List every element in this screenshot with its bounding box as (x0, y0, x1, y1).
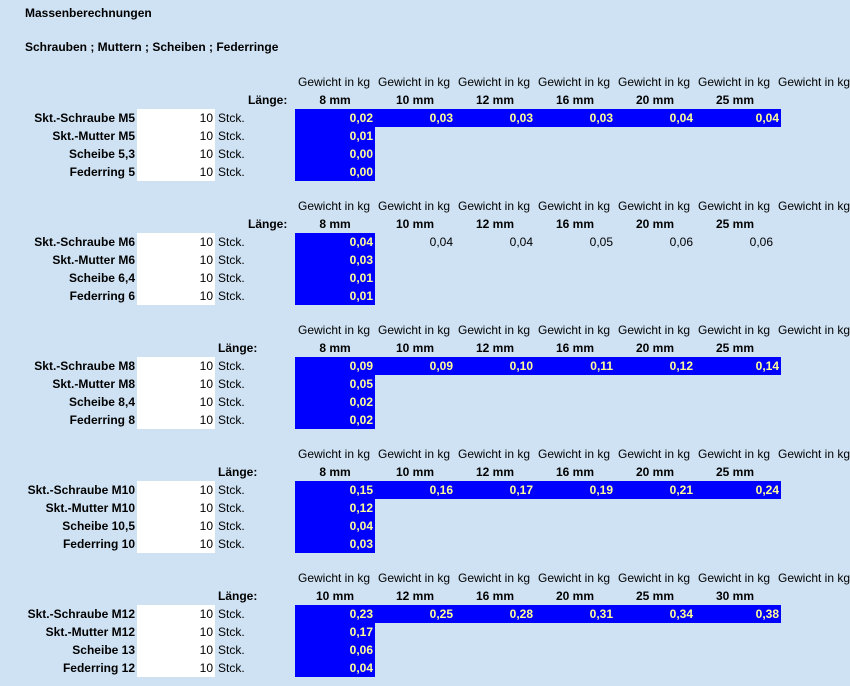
length-value: 25 mm (715, 465, 755, 479)
table-row (0, 499, 781, 517)
weight-table-block (0, 569, 850, 679)
weight-cell[interactable]: 0,02 (295, 109, 375, 127)
length-value: 25 mm (635, 589, 675, 603)
quantity-cell[interactable]: 10 (137, 233, 215, 251)
weight-cell[interactable]: 0,02 (295, 393, 375, 411)
length-value: 16 mm (475, 589, 515, 603)
unit-label: Stck. (218, 359, 245, 373)
part-name: Federring 8 (69, 413, 135, 427)
length-label: Länge: (218, 341, 258, 355)
weight-cell[interactable]: 0,00 (295, 145, 375, 163)
weight-cell[interactable]: 0,11 (535, 357, 615, 375)
quantity-cell[interactable]: 10 (137, 623, 215, 641)
column-header-weight: Gewicht in kg (538, 199, 611, 213)
weight-cell[interactable]: 0,01 (295, 127, 375, 145)
weight-cell[interactable]: 0,09 (295, 357, 375, 375)
table-row (0, 517, 781, 535)
column-header-weight: Gewicht in kg (778, 199, 850, 213)
weight-cell[interactable]: 0,06 (749, 235, 773, 249)
weight-cell[interactable]: 0,04 (295, 659, 375, 677)
part-name: Scheibe 8,4 (68, 395, 135, 409)
length-value: 12 mm (475, 93, 515, 107)
quantity-cell[interactable]: 10 (137, 375, 215, 393)
part-name: Scheibe 5,3 (68, 147, 135, 161)
weight-cell[interactable]: 0,17 (295, 623, 375, 641)
table-row (0, 233, 781, 251)
quantity-cell[interactable]: 10 (137, 109, 215, 127)
weight-cell[interactable]: 0,23 (295, 605, 375, 623)
length-value: 8 mm (319, 341, 351, 355)
part-name: Skt.-Mutter M8 (52, 377, 135, 391)
weight-cell[interactable]: 0,19 (535, 481, 615, 499)
length-value: 30 mm (715, 589, 755, 603)
column-header-weight: Gewicht in kg (778, 447, 850, 461)
weight-table-block (0, 197, 850, 307)
sheet-subtitle: Schrauben ; Muttern ; Scheiben ; Federringe (25, 40, 279, 54)
unit-label: Stck. (218, 147, 245, 161)
part-name: Skt.-Schraube M10 (27, 483, 135, 497)
table-row (0, 251, 781, 269)
unit-label: Stck. (218, 537, 245, 551)
weight-cell[interactable]: 0,00 (295, 163, 375, 181)
weight-table-block (0, 73, 850, 183)
unit-label: Stck. (218, 501, 245, 515)
sheet-title: Massenberechnungen (25, 6, 152, 20)
column-header-weight: Gewicht in kg (618, 323, 691, 337)
length-value: 16 mm (555, 217, 595, 231)
quantity-cell[interactable]: 10 (137, 357, 215, 375)
weight-cell[interactable]: 0,01 (295, 287, 375, 305)
part-name: Skt.-Mutter M6 (52, 253, 135, 267)
weight-table-block (0, 445, 850, 555)
table-row (0, 659, 781, 677)
part-name: Federring 5 (69, 165, 135, 179)
table-row (0, 269, 781, 287)
weight-cell[interactable]: 0,21 (615, 481, 695, 499)
table-row (0, 393, 781, 411)
column-header-weight: Gewicht in kg (458, 323, 531, 337)
column-header-weight: Gewicht in kg (698, 571, 771, 585)
column-header-weight: Gewicht in kg (458, 75, 531, 89)
column-header-weight: Gewicht in kg (538, 75, 611, 89)
weight-cell[interactable]: 0,03 (295, 535, 375, 553)
part-name: Skt.-Schraube M12 (27, 607, 135, 621)
length-label: Länge: (248, 93, 288, 107)
table-row (0, 163, 781, 181)
weight-cell[interactable]: 0,01 (295, 269, 375, 287)
unit-label: Stck. (218, 271, 245, 285)
unit-label: Stck. (218, 253, 245, 267)
column-header-weight: Gewicht in kg (618, 571, 691, 585)
quantity-cell[interactable]: 10 (137, 127, 215, 145)
weight-table-block (0, 321, 850, 431)
part-name: Skt.-Schraube M8 (34, 359, 135, 373)
column-header-weight: Gewicht in kg (778, 323, 850, 337)
weight-cell[interactable]: 0,06 (295, 641, 375, 659)
length-value: 25 mm (715, 217, 755, 231)
weight-cell[interactable]: 0,38 (695, 605, 781, 623)
weight-cell[interactable]: 0,04 (695, 109, 781, 127)
unit-label: Stck. (218, 129, 245, 143)
unit-label: Stck. (218, 643, 245, 657)
weight-cell[interactable]: 0,04 (615, 109, 695, 127)
length-value: 16 mm (555, 93, 595, 107)
column-header-weight: Gewicht in kg (378, 75, 451, 89)
part-name: Skt.-Schraube M5 (34, 111, 135, 125)
table-row (0, 145, 781, 163)
part-name: Skt.-Mutter M5 (52, 129, 135, 143)
weight-cell[interactable]: 0,14 (695, 357, 781, 375)
quantity-cell[interactable]: 10 (137, 535, 215, 553)
weight-cell[interactable]: 0,03 (535, 109, 615, 127)
part-name: Federring 10 (62, 537, 135, 551)
length-value: 8 mm (319, 465, 351, 479)
weight-cell[interactable]: 0,03 (375, 109, 455, 127)
length-value: 8 mm (319, 217, 351, 231)
table-row (0, 127, 781, 145)
column-header-weight: Gewicht in kg (538, 447, 611, 461)
length-value: 10 mm (395, 217, 435, 231)
quantity-cell[interactable]: 10 (137, 411, 215, 429)
unit-label: Stck. (218, 625, 245, 639)
quantity-cell[interactable]: 10 (137, 481, 215, 499)
length-value: 10 mm (395, 93, 435, 107)
quantity-cell[interactable]: 10 (137, 517, 215, 535)
table-row (0, 375, 781, 393)
weight-cell[interactable]: 0,05 (295, 375, 375, 393)
unit-label: Stck. (218, 165, 245, 179)
part-name: Skt.-Mutter M12 (45, 625, 135, 639)
column-header-weight: Gewicht in kg (618, 75, 691, 89)
unit-label: Stck. (218, 483, 245, 497)
length-value: 12 mm (475, 341, 515, 355)
quantity-cell[interactable]: 10 (137, 269, 215, 287)
unit-label: Stck. (218, 289, 245, 303)
table-row (0, 623, 781, 641)
part-name: Federring 12 (62, 661, 135, 675)
column-header-weight: Gewicht in kg (778, 75, 850, 89)
part-name: Scheibe 10,5 (62, 519, 135, 533)
column-header-weight: Gewicht in kg (298, 75, 371, 89)
table-row (0, 411, 781, 429)
column-header-weight: Gewicht in kg (298, 447, 371, 461)
weight-cell[interactable]: 0,04 (509, 235, 533, 249)
weight-cell[interactable]: 0,12 (615, 357, 695, 375)
length-value: 10 mm (315, 589, 355, 603)
length-label: Länge: (218, 465, 258, 479)
length-value: 20 mm (635, 341, 675, 355)
weight-cell[interactable]: 0,34 (615, 605, 695, 623)
length-value: 20 mm (555, 589, 595, 603)
column-header-weight: Gewicht in kg (698, 75, 771, 89)
length-value: 20 mm (635, 217, 675, 231)
length-value: 20 mm (635, 465, 675, 479)
length-label: Länge: (218, 589, 258, 603)
quantity-cell[interactable]: 10 (137, 287, 215, 305)
quantity-cell[interactable]: 10 (137, 605, 215, 623)
weight-cell[interactable]: 0,03 (295, 251, 375, 269)
weight-cell[interactable]: 0,31 (535, 605, 615, 623)
weight-cell[interactable]: 0,17 (455, 481, 535, 499)
weight-cell[interactable]: 0,28 (455, 605, 535, 623)
table-row (0, 535, 781, 553)
length-value: 12 mm (475, 217, 515, 231)
part-name: Skt.-Mutter M10 (45, 501, 135, 515)
column-header-weight: Gewicht in kg (458, 571, 531, 585)
column-header-weight: Gewicht in kg (538, 323, 611, 337)
table-row (0, 641, 781, 659)
column-header-weight: Gewicht in kg (618, 199, 691, 213)
column-header-weight: Gewicht in kg (378, 571, 451, 585)
column-header-weight: Gewicht in kg (458, 199, 531, 213)
unit-label: Stck. (218, 661, 245, 675)
unit-label: Stck. (218, 377, 245, 391)
weight-cell[interactable]: 0,02 (295, 411, 375, 429)
table-row (0, 287, 781, 305)
column-header-weight: Gewicht in kg (298, 571, 371, 585)
length-value: 25 mm (715, 341, 755, 355)
quantity-cell[interactable]: 10 (137, 145, 215, 163)
length-value: 8 mm (319, 93, 351, 107)
quantity-cell[interactable]: 10 (137, 641, 215, 659)
table-row (0, 109, 781, 127)
quantity-cell[interactable]: 10 (137, 393, 215, 411)
part-name: Skt.-Schraube M6 (34, 235, 135, 249)
column-header-weight: Gewicht in kg (378, 323, 451, 337)
table-row (0, 357, 781, 375)
column-header-weight: Gewicht in kg (298, 323, 371, 337)
weight-cell[interactable]: 0,10 (455, 357, 535, 375)
column-header-weight: Gewicht in kg (378, 199, 451, 213)
quantity-cell[interactable]: 10 (137, 163, 215, 181)
unit-label: Stck. (218, 395, 245, 409)
weight-cell[interactable]: 0,04 (295, 233, 375, 251)
quantity-cell[interactable]: 10 (137, 251, 215, 269)
weight-cell[interactable]: 0,03 (455, 109, 535, 127)
part-name: Scheibe 13 (72, 643, 135, 657)
column-header-weight: Gewicht in kg (698, 447, 771, 461)
column-header-weight: Gewicht in kg (698, 323, 771, 337)
column-header-weight: Gewicht in kg (698, 199, 771, 213)
weight-cell[interactable]: 0,12 (295, 499, 375, 517)
unit-label: Stck. (218, 413, 245, 427)
unit-label: Stck. (218, 111, 245, 125)
unit-label: Stck. (218, 235, 245, 249)
column-header-weight: Gewicht in kg (778, 571, 850, 585)
length-value: 20 mm (635, 93, 675, 107)
weight-cell[interactable]: 0,05 (589, 235, 613, 249)
length-value: 25 mm (715, 93, 755, 107)
weight-cell[interactable]: 0,24 (695, 481, 781, 499)
weight-cell[interactable]: 0,04 (295, 517, 375, 535)
weight-cell[interactable]: 0,25 (375, 605, 455, 623)
part-name: Scheibe 6,4 (68, 271, 135, 285)
quantity-cell[interactable]: 10 (137, 659, 215, 677)
length-label: Länge: (248, 217, 288, 231)
part-name: Federring 6 (69, 289, 135, 303)
length-value: 10 mm (395, 341, 435, 355)
weight-cell[interactable]: 0,06 (669, 235, 693, 249)
column-header-weight: Gewicht in kg (538, 571, 611, 585)
column-header-weight: Gewicht in kg (378, 447, 451, 461)
unit-label: Stck. (218, 607, 245, 621)
length-value: 16 mm (555, 341, 595, 355)
length-value: 12 mm (475, 465, 515, 479)
length-value: 16 mm (555, 465, 595, 479)
weight-cell[interactable]: 0,04 (429, 235, 453, 249)
weight-cell[interactable]: 0,15 (295, 481, 375, 499)
unit-label: Stck. (218, 519, 245, 533)
column-header-weight: Gewicht in kg (458, 447, 531, 461)
table-row (0, 605, 781, 623)
column-header-weight: Gewicht in kg (618, 447, 691, 461)
weight-cell[interactable]: 0,16 (375, 481, 455, 499)
quantity-cell[interactable]: 10 (137, 499, 215, 517)
column-header-weight: Gewicht in kg (298, 199, 371, 213)
table-row (0, 481, 781, 499)
weight-cell[interactable]: 0,09 (375, 357, 455, 375)
length-value: 12 mm (395, 589, 435, 603)
length-value: 10 mm (395, 465, 435, 479)
